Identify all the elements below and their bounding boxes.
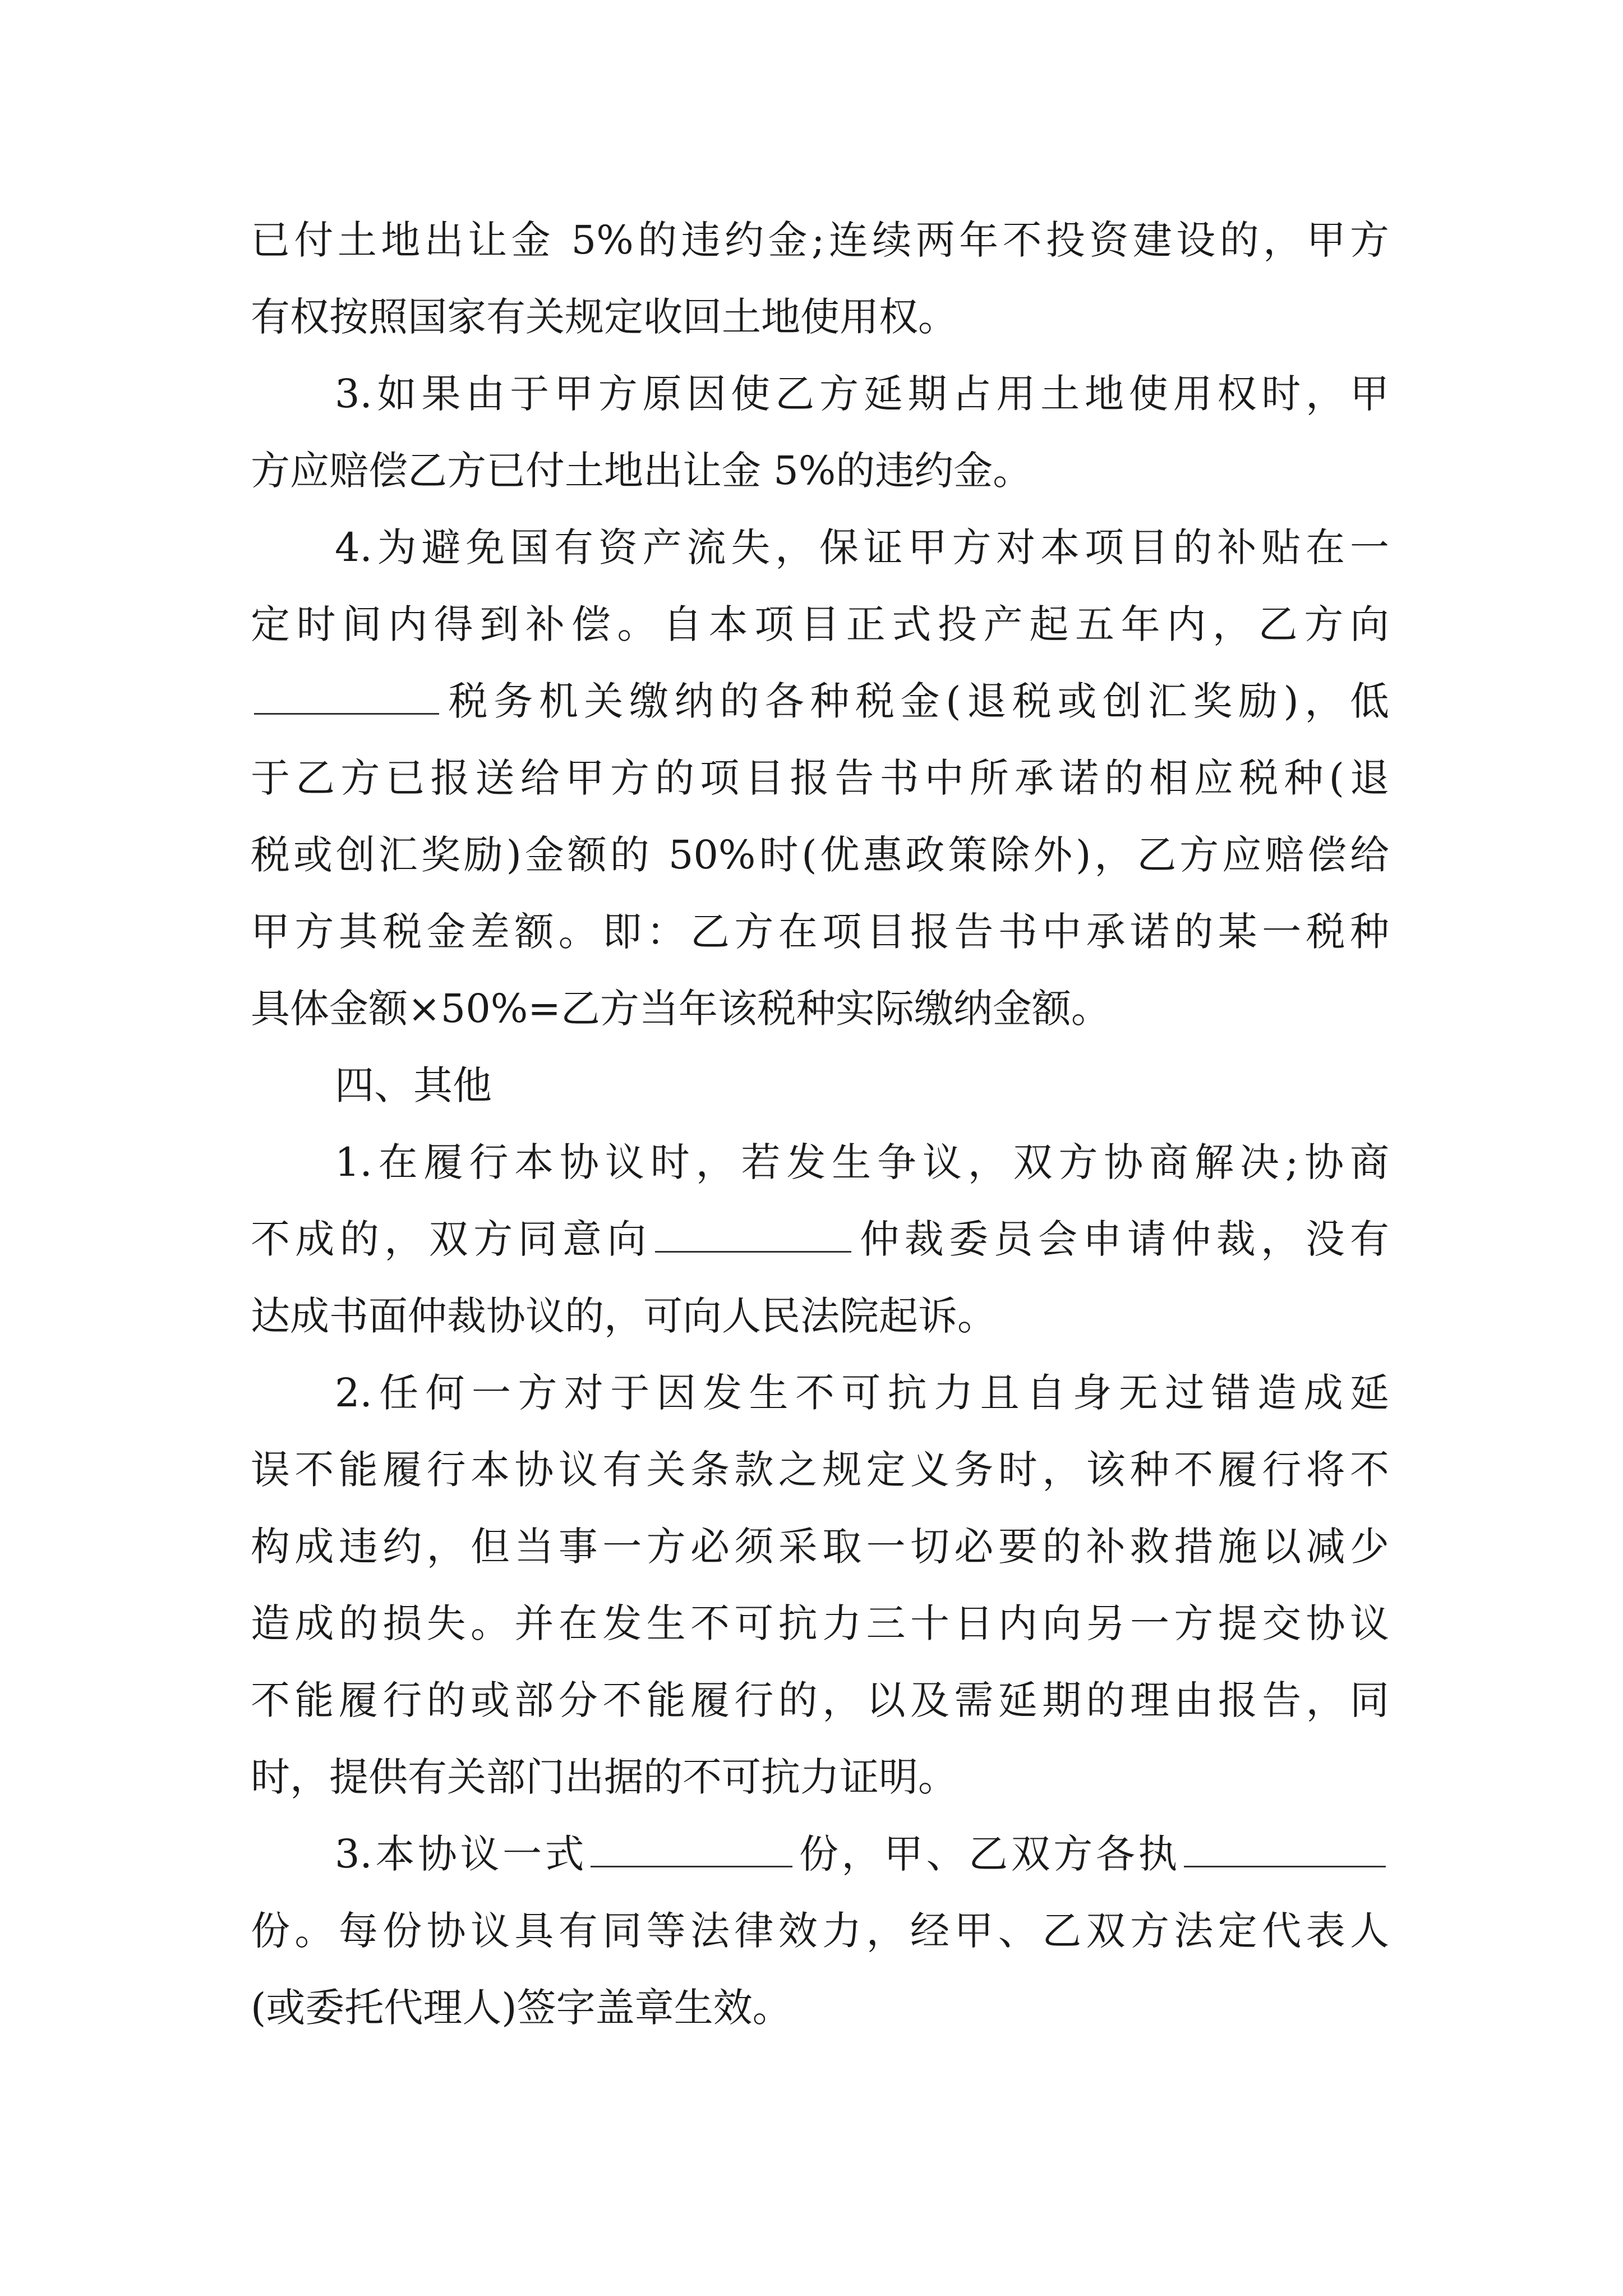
paragraph-line — [251, 1739, 1389, 1816]
paragraph-line — [251, 817, 1389, 894]
paragraph-line — [251, 894, 1389, 970]
paragraph-line — [251, 1508, 1389, 1585]
line-text: 误不能履行本协议有关条款之规定义务时，该种不履行将不 — [251, 1447, 1389, 1493]
line-text: 有权按照国家有关规定收回土地使用权。 — [251, 294, 957, 340]
fill-in-blank[interactable] — [254, 678, 439, 715]
paragraph-line — [251, 1662, 1389, 1739]
line-text: 4.为避免国有资产流失，保证甲方对本项目的补贴在一 — [335, 524, 1389, 570]
paragraph-line — [251, 1970, 1389, 2046]
line-text: 甲方其税金差额。即：乙方在项目报告书中承诺的某一税种 — [251, 909, 1389, 955]
paragraph-line — [251, 663, 1389, 740]
line-text: 3.本协议一式 — [335, 1831, 588, 1877]
line-text: 于乙方已报送给甲方的项目报告书中所承诺的相应税种(退 — [251, 755, 1389, 801]
line-text: 不成的，双方同意向 — [251, 1216, 652, 1262]
line-text: 不能履行的或部分不能履行的，以及需延期的理由报告，同 — [251, 1677, 1389, 1723]
paragraph-line — [251, 1278, 1389, 1355]
line-text: 时，提供有关部门出据的不可抗力证明。 — [251, 1754, 957, 1800]
paragraph-line — [251, 279, 1389, 356]
heading-text: 四、其他 — [335, 1062, 492, 1108]
clause-3-line — [251, 1816, 1389, 1893]
paragraph-line — [251, 432, 1389, 509]
line-text: 份，甲、乙双方各执 — [796, 1831, 1181, 1877]
line-text: 仲裁委员会申请仲裁，没有 — [854, 1216, 1390, 1262]
document-page — [251, 202, 1389, 2046]
line-text: 3.如果由于甲方原因使乙方延期占用土地使用权时，甲 — [335, 371, 1389, 417]
clause-2-line — [251, 1355, 1389, 1432]
paragraph-line — [251, 740, 1389, 817]
line-text: 达成书面仲裁协议的，可向人民法院起诉。 — [251, 1293, 997, 1339]
line-text: 份。每份协议具有同等法律效力，经甲、乙双方法定代表人 — [251, 1908, 1389, 1954]
clause-1-line — [251, 1124, 1389, 1201]
paragraph-line — [251, 202, 1389, 279]
line-text: 构成违约，但当事一方必须采取一切必要的补救措施以减少 — [251, 1524, 1389, 1570]
clause-4-line — [251, 509, 1389, 586]
line-text: 定时间内得到补偿。自本项目正式投产起五年内，乙方向 — [251, 601, 1389, 647]
paragraph-line — [251, 970, 1389, 1047]
line-text: 已付土地出让金 5%的违约金;连续两年不投资建设的，甲方 — [251, 217, 1389, 263]
paragraph-line — [251, 1201, 1389, 1278]
paragraph-line — [251, 1585, 1389, 1662]
fill-in-blank[interactable] — [655, 1216, 851, 1253]
paragraph-line — [251, 1432, 1389, 1508]
line-text: 具体金额×50%=乙方当年该税种实际缴纳金额。 — [251, 986, 1110, 1032]
line-text: 税务机关缴纳的各种税金(退税或创汇奖励)，低 — [442, 678, 1389, 724]
line-text: 方应赔偿乙方已付土地出让金 5%的违约金。 — [251, 448, 1032, 494]
fill-in-blank[interactable] — [1184, 1831, 1386, 1867]
section-heading — [251, 1047, 1389, 1124]
line-text: 1.在履行本协议时，若发生争议，双方协商解决;协商 — [335, 1139, 1389, 1185]
line-text: 造成的损失。并在发生不可抗力三十日内向另一方提交协议 — [251, 1600, 1389, 1646]
paragraph-line — [251, 586, 1389, 663]
paragraph-line — [251, 1893, 1389, 1970]
line-text: 2.任何一方对于因发生不可抗力且自身无过错造成延 — [335, 1370, 1389, 1416]
line-text: 税或创汇奖励)金额的 50%时(优惠政策除外)，乙方应赔偿给 — [251, 832, 1389, 878]
fill-in-blank[interactable] — [591, 1831, 792, 1867]
line-text: (或委托代理人)签字盖章生效。 — [251, 1985, 792, 2031]
clause-3-line — [251, 356, 1389, 432]
